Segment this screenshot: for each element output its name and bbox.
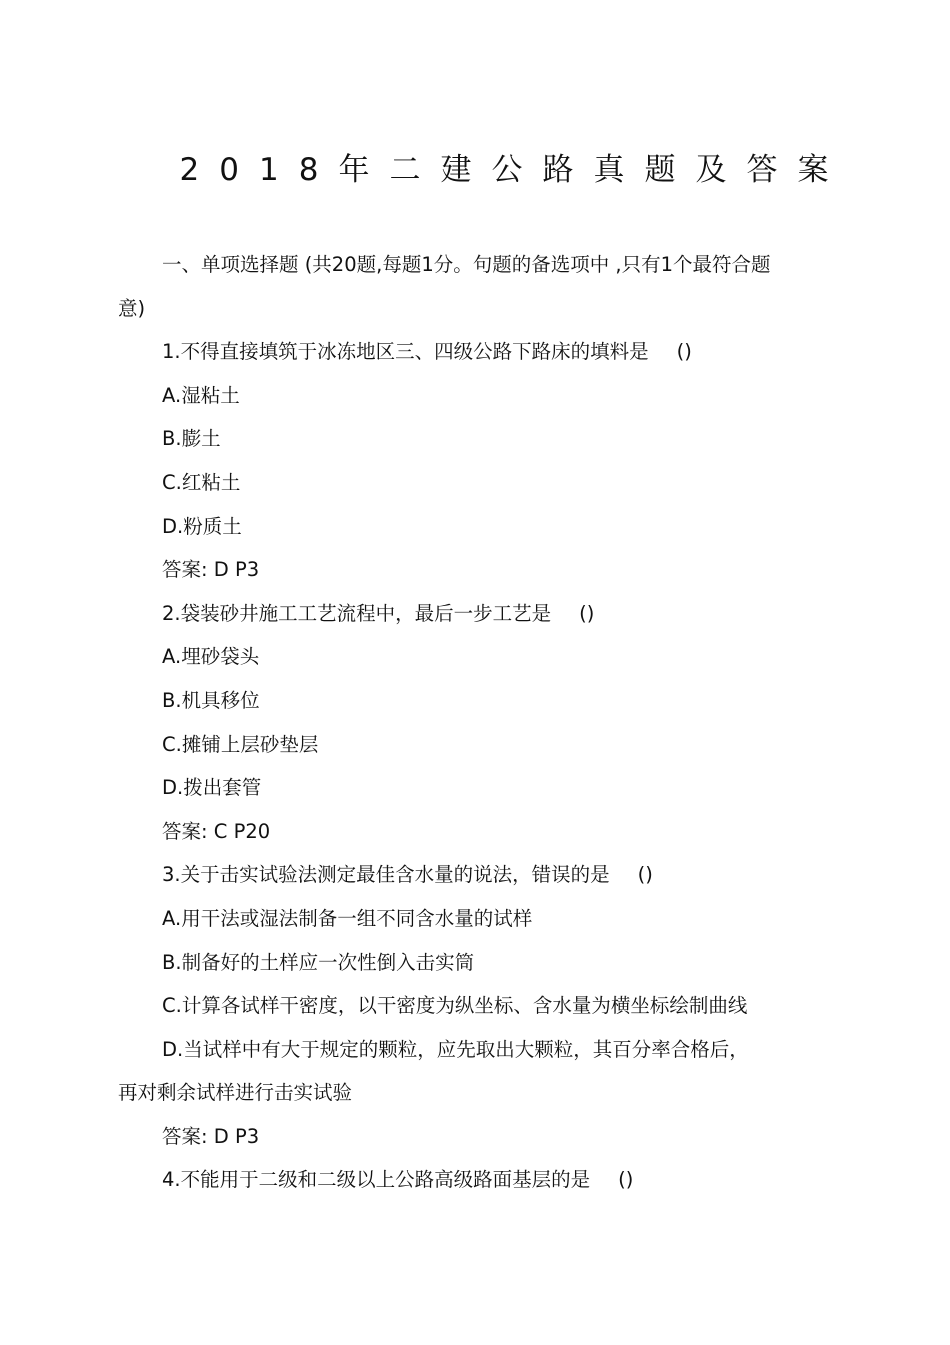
- question-1-stem: [118, 332, 834, 376]
- question-3-stem: [118, 855, 834, 899]
- question-3-option-c: C.计算各试样干密度，以干密度为纵坐标、含水量为横坐标绘制曲线: [162, 994, 748, 1018]
- section-heading-continued: 意): [118, 296, 146, 320]
- question-2-option-b: B.机具移位: [162, 688, 260, 712]
- question-1-option-b: B.膨土: [162, 427, 221, 451]
- question-2-stem: [118, 594, 834, 638]
- question-4-stem: [118, 1160, 834, 1204]
- question-3-option-d: D.当试样中有大于规定的颗粒，应先取出大颗粒，其百分率合格后，: [162, 1037, 749, 1061]
- question-2-option-d: D.拨出套管: [162, 776, 262, 800]
- document-title: 2018年二建公路真题及答案: [179, 152, 849, 188]
- question-2-option-a: A.埋砂袋头: [162, 645, 260, 669]
- question-stem-text: 3.关于击实试验法测定最佳含水量的说法，错误的是: [162, 863, 610, 887]
- answer-blank: (): [579, 601, 595, 625]
- question-stem-text: 4.不能用于二级和二级以上公路高级路面基层的是: [162, 1168, 591, 1192]
- answer-blank: (): [637, 863, 653, 887]
- question-1-option-d: D.粉质土: [162, 514, 242, 538]
- question-3-option-a: A.用干法或湿法制备一组不同含水量的试样: [162, 906, 533, 930]
- question-1-option-c: C.红粘土: [162, 470, 241, 494]
- section-heading: 一、单项选择题 (共20题,每题1分。句题的备选项中 ,只有1个最符合题: [162, 253, 771, 276]
- question-3-option-b: B.制备好的土样应一次性倒入击实筒: [162, 950, 475, 974]
- question-3-option-d-continued: 再对剩余试样进行击实试验: [118, 1081, 353, 1105]
- question-1-answer: 答案: D P3: [162, 558, 260, 582]
- answer-blank: (): [618, 1168, 634, 1192]
- question-2-option-c: C.摊铺上层砂垫层: [162, 732, 319, 756]
- question-stem-text: 1.不得直接填筑于冰冻地区三、四级公路下路床的填料是: [162, 340, 649, 364]
- question-2-answer: 答案: C P20: [162, 819, 271, 843]
- document-body: [118, 245, 834, 1204]
- question-3-answer: 答案: D P3: [162, 1124, 260, 1148]
- question-stem-text: 2.袋装砂井施工工艺流程中，最后一步工艺是: [162, 601, 552, 625]
- question-1-option-a: A.湿粘土: [162, 383, 240, 407]
- answer-blank: (): [676, 340, 692, 364]
